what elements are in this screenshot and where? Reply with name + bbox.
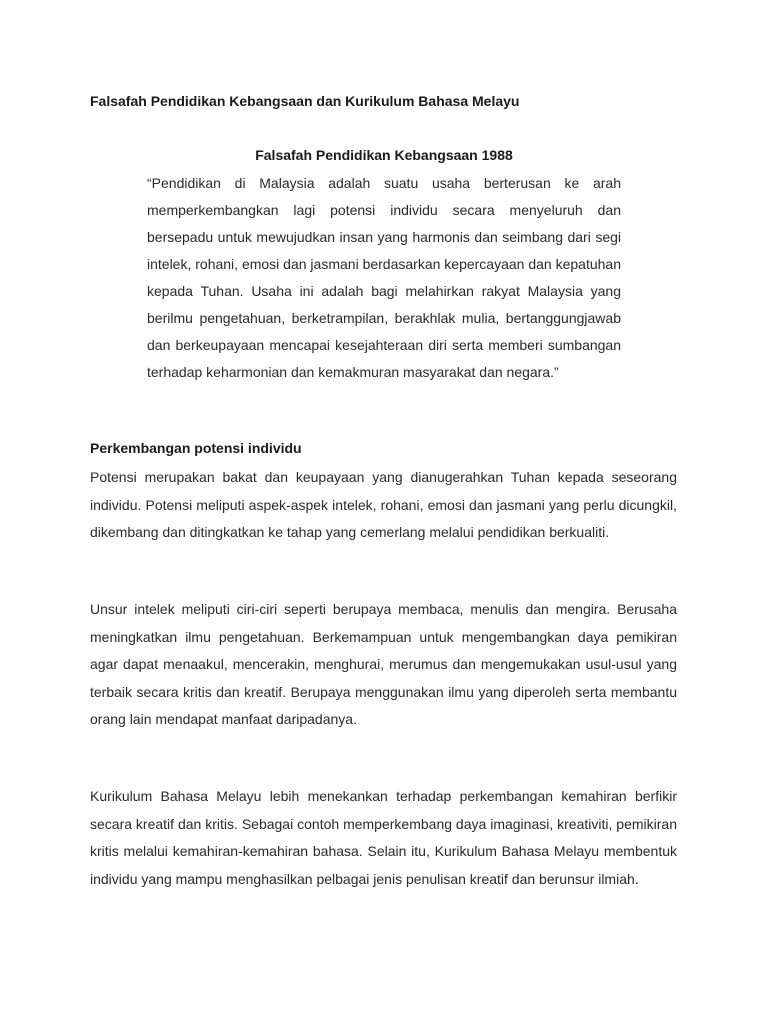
section-heading: Falsafah Pendidikan Kebangsaan 1988 (255, 147, 513, 163)
paragraph-potential: Potensi merupakan bakat dan keupayaan yang dianugerahkan Tuhan kepada seseorang individu. Potensi meliputi aspek-aspek intelek, rohani, emosi dan jasmani yang perlu dicungkil, dikembang dan ditingkatkan ke tahap yang cemerlang melalui pendidikan berkualiti. (90, 469, 677, 540)
document-title: Falsafah Pendidikan Kebangsaan dan Kurikulum Bahasa Melayu (90, 93, 520, 109)
subheading: Perkembangan potensi individu (90, 440, 302, 456)
philosophy-quote: “Pendidikan di Malaysia adalah suatu usaha berterusan ke arah memperkembangkan lagi potensi individu secara menyeluruh dan bersepadu untuk mewujudkan insan yang harmonis dan seimbang dari segi intelek, rohani, emosi dan jasmani berdasarkan kepercayaan dan kepatuhan kepada Tuhan. Usaha ini adalah bagi melahirkan rakyat Malaysia yang berilmu pengetahuan, berketrampilan, berakhlak mulia, bertanggungjawab dan berkeupayaan mencapai kesejahteraan diri serta memberi sumbangan terhadap keharmonian dan kemakmuran masyarakat dan negara.” (147, 175, 621, 380)
paragraph-intellect: Unsur intelek meliputi ciri-ciri seperti berupaya membaca, menulis dan mengira. Berusaha meningkatkan ilmu pengetahuan. Berkemampuan untuk mengembangkan daya pemikiran agar dapat menaakul, mencerakin, menghurai, merumus dan mengemukakan usul-usul yang terbaik secara kritis dan kreatif. Berupaya menggunakan ilmu yang diperoleh serta membantu orang lain mendapat manfaat daripadanya. (90, 601, 677, 727)
paragraph-curriculum: Kurikulum Bahasa Melayu lebih menekankan terhadap perkembangan kemahiran berfikir secara kreatif dan kritis. Sebagai contoh memperkembang daya imaginasi, kreativiti, pemikiran kritis melalui kemahiran-kemahiran bahasa. Selain itu, Kurikulum Bahasa Melayu membentuk individu yang mampu menghasilkan pelbagai jenis penulisan kreatif dan berunsur ilmiah. (90, 788, 677, 887)
